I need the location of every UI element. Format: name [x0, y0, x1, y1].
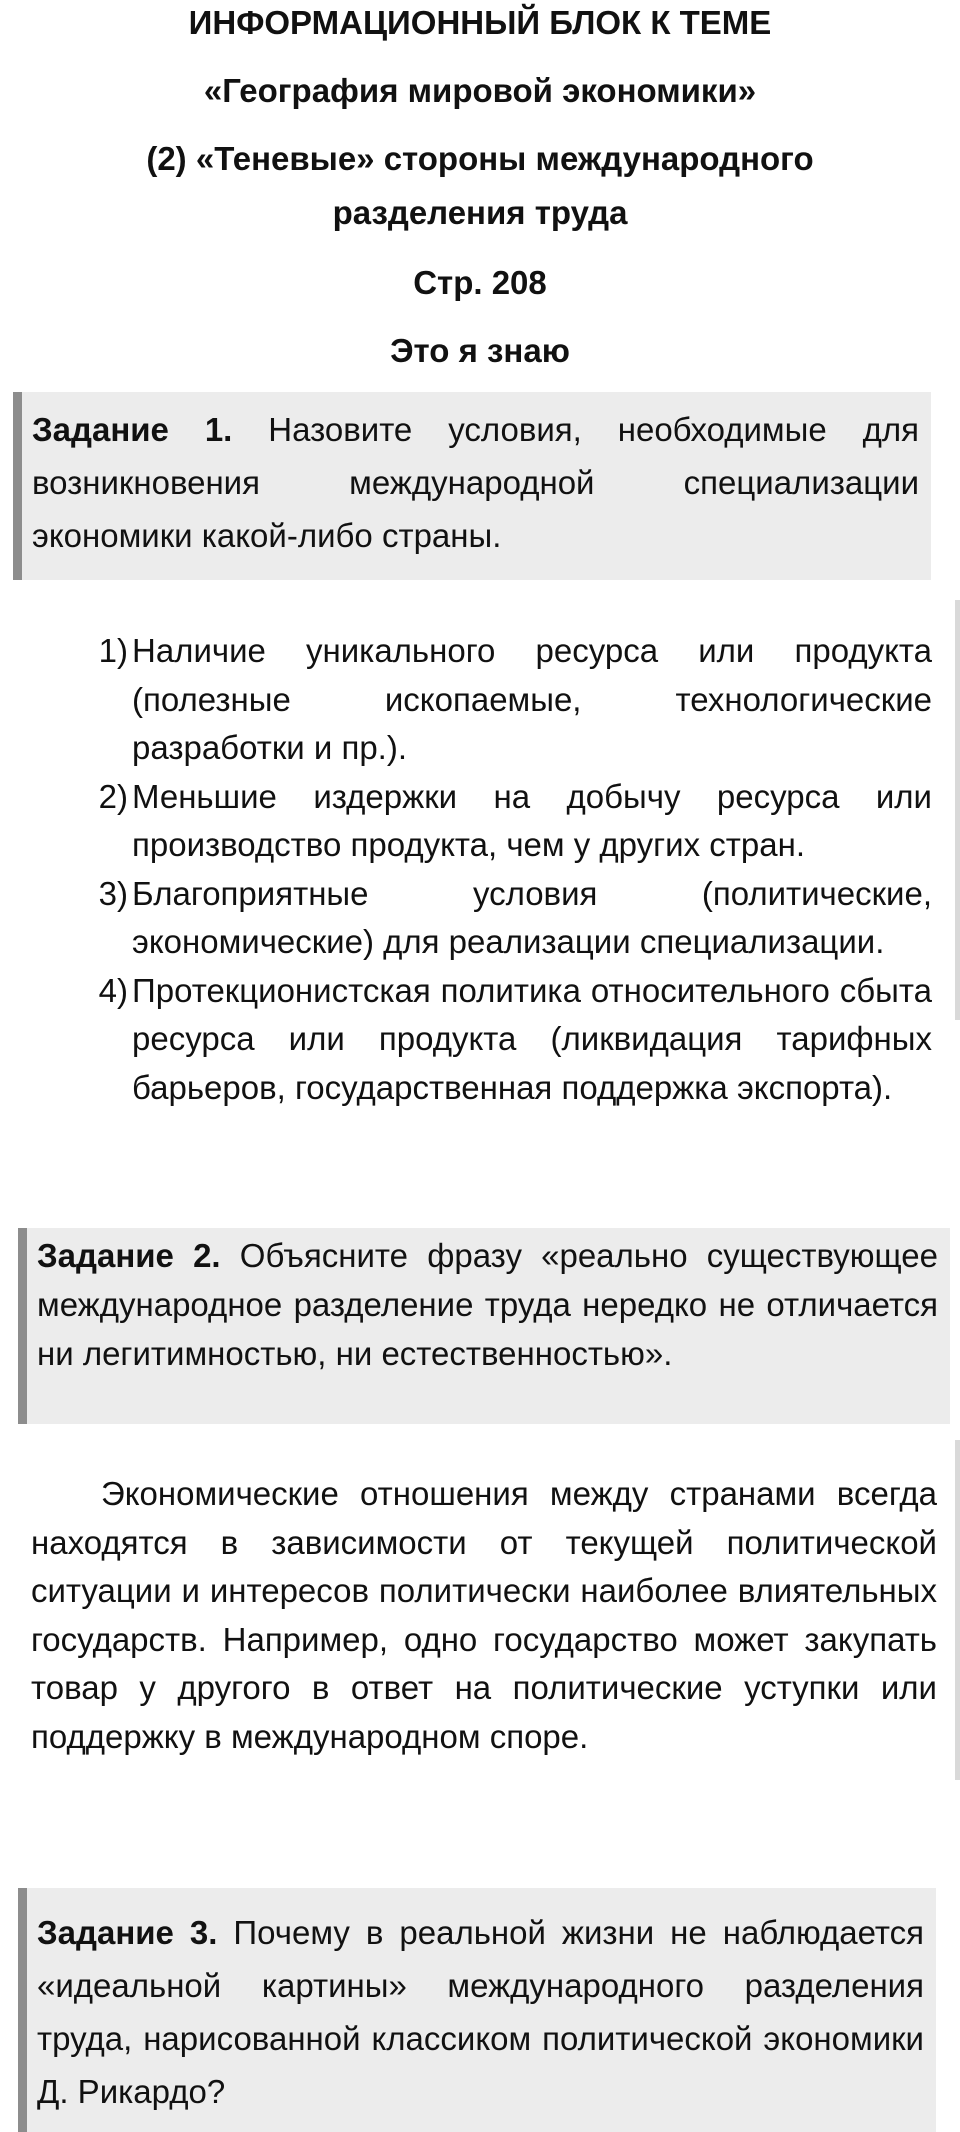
- section-title: Это я знаю: [390, 332, 570, 369]
- page-number: Стр. 208: [413, 264, 547, 301]
- list-item: 4) Протекционистская политика относительного сбыта ресурса или продукта (ликвидация тарифных барьеров, государственная поддержка экспорта).: [98, 971, 932, 1106]
- task-1-text: Назовите условия, необходимые для возникновения международной специализации экономики какой-либо страны.: [32, 411, 920, 554]
- answer-2-paragraph: Экономические отношения между странами всегда находятся в зависимости от текущей политической ситуации и интересов политически наиболее влиятельных государств. Например, одно государство может закупать товар у другого в ответ на политические уступки или поддержку в международном споре.: [31, 1475, 937, 1755]
- page-edge-shadow: [955, 1440, 960, 1780]
- list-item: 3) Благоприятные условия (политические, экономические) для реализации специализации.: [98, 874, 932, 960]
- answer-1-list: [90, 627, 932, 1112]
- task-2-box: [18, 1228, 950, 1424]
- subtopic-line-2: разделения труда: [332, 194, 628, 231]
- task-3-box: [18, 1888, 936, 2132]
- list-item: 2) Меньшие издержки на добычу ресурса или производство продукта, чем у других стран.: [98, 777, 932, 863]
- task-3-label: Задание 3.: [37, 1914, 218, 1951]
- list-item: 1) Наличие уникального ресурса или продукта (полезные ископаемые, технологические разработки и пр.).: [98, 632, 932, 766]
- topic-title: «География мировой экономики»: [203, 72, 757, 109]
- task-2-text: Объясните фразу «реально существующее международное разделение труда нередко не отличается ни легитимностью, ни естественностью».: [37, 1237, 939, 1372]
- task-3-text: Почему в реальной жизни не наблюдается «идеальной картины» международного разделения труда, нарисованной классиком политической экономики Д. Рикардо?: [37, 1914, 925, 2110]
- page-title: ИНФОРМАЦИОННЫЙ БЛОК К ТЕМЕ: [188, 4, 772, 41]
- task-1-box: [13, 392, 931, 580]
- task-1-label: Задание 1.: [32, 411, 233, 448]
- task-2-label: Задание 2.: [37, 1237, 221, 1274]
- page-edge-shadow: [955, 600, 960, 1020]
- subtopic-line-1: (2) «Теневые» стороны международного: [146, 140, 814, 177]
